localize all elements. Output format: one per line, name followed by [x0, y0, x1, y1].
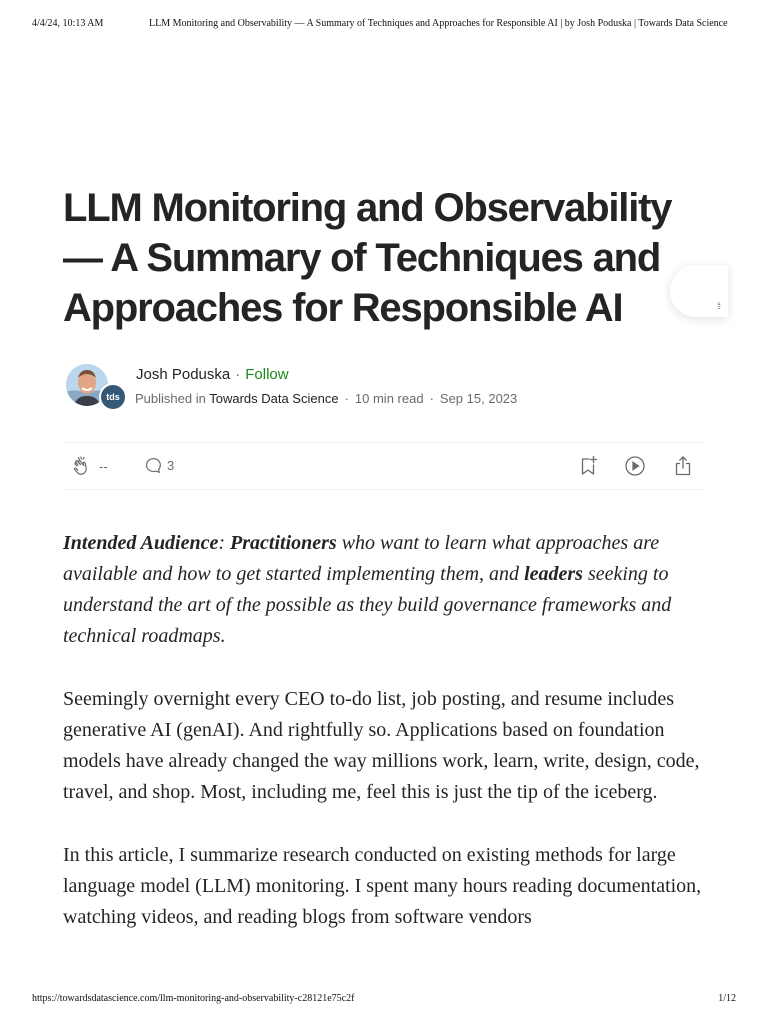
publish-date: Sep 15, 2023 [439, 391, 518, 406]
intro-lead-label: Intended Audience [63, 532, 219, 554]
follow-button[interactable]: Follow [245, 366, 289, 383]
listen-button[interactable] [623, 454, 647, 478]
print-footer [32, 993, 736, 1004]
byline [66, 364, 626, 410]
article-title: LLM Monitoring and Observability — A Summary of Techniques and Approaches for Responsible AI [63, 186, 672, 330]
article-body [63, 528, 703, 965]
clap-count: -- [99, 458, 108, 474]
clap-button[interactable] [71, 454, 108, 478]
article-action-bar [63, 442, 704, 490]
publication-link[interactable]: Towards Data Science [209, 391, 339, 406]
author-line [136, 366, 289, 383]
clap-icon [71, 454, 95, 478]
author-name[interactable]: Josh Poduska [136, 366, 231, 383]
read-time: 10 min read [354, 391, 424, 406]
body-paragraph: Seemingly overnight every CEO to-do list, job posting, and resume includes generative AI (genAI). And rightfully so. Applications based on foundation models have already changed the way millions work, learn, write, design, code, travel, and shop. Most, including me, feel this is just the tip of the iceberg. [63, 688, 700, 803]
intro-colon: : [218, 532, 226, 554]
play-icon [623, 454, 647, 478]
print-header [32, 18, 738, 29]
more-dots-icon: ⁞⁞ [716, 301, 720, 311]
print-page-title: LLM Monitoring and Observability — A Summary of Techniques and Approaches for Responsible AI | by Josh Poduska | Towards Data Science [149, 18, 728, 29]
response-count: 3 [167, 457, 175, 473]
print-timestamp: 4/4/24, 10:13 AM [32, 18, 104, 29]
publication-logo[interactable]: tds [99, 383, 127, 411]
separator-dot: · [429, 391, 434, 406]
published-in-label: Published in [135, 391, 206, 406]
share-icon [671, 454, 695, 478]
save-button[interactable] [576, 454, 600, 478]
print-url: https://towardsdatascience.com/llm-monitoring-and-observability-c28121e75c2f [32, 993, 355, 1004]
intro-text-1: who want to learn what approaches are available and how to get started implementing them, and [63, 532, 660, 585]
comment-icon [142, 454, 164, 476]
intro-paragraph [63, 528, 703, 652]
floating-menu-button[interactable] [670, 265, 728, 317]
meta-line [135, 391, 517, 406]
responses-button[interactable] [142, 454, 174, 476]
intro-practitioners: Practitioners [230, 532, 337, 554]
body-paragraph: In this article, I summarize research conducted on existing methods for large language model (LLM) monitoring. I spent many hours reading documentation, watching videos, and reading blogs from software vendors [63, 844, 702, 928]
print-page-number: 1/12 [718, 993, 736, 1004]
intro-text-2: seeking to understand the art of the possible as they build governance frameworks and technical roadmaps. [63, 563, 672, 647]
separator-dot: · [344, 391, 349, 406]
share-button[interactable] [671, 454, 695, 478]
bookmark-add-icon [576, 454, 600, 478]
intro-leaders: leaders [524, 563, 583, 585]
separator-dot: · [235, 366, 241, 383]
